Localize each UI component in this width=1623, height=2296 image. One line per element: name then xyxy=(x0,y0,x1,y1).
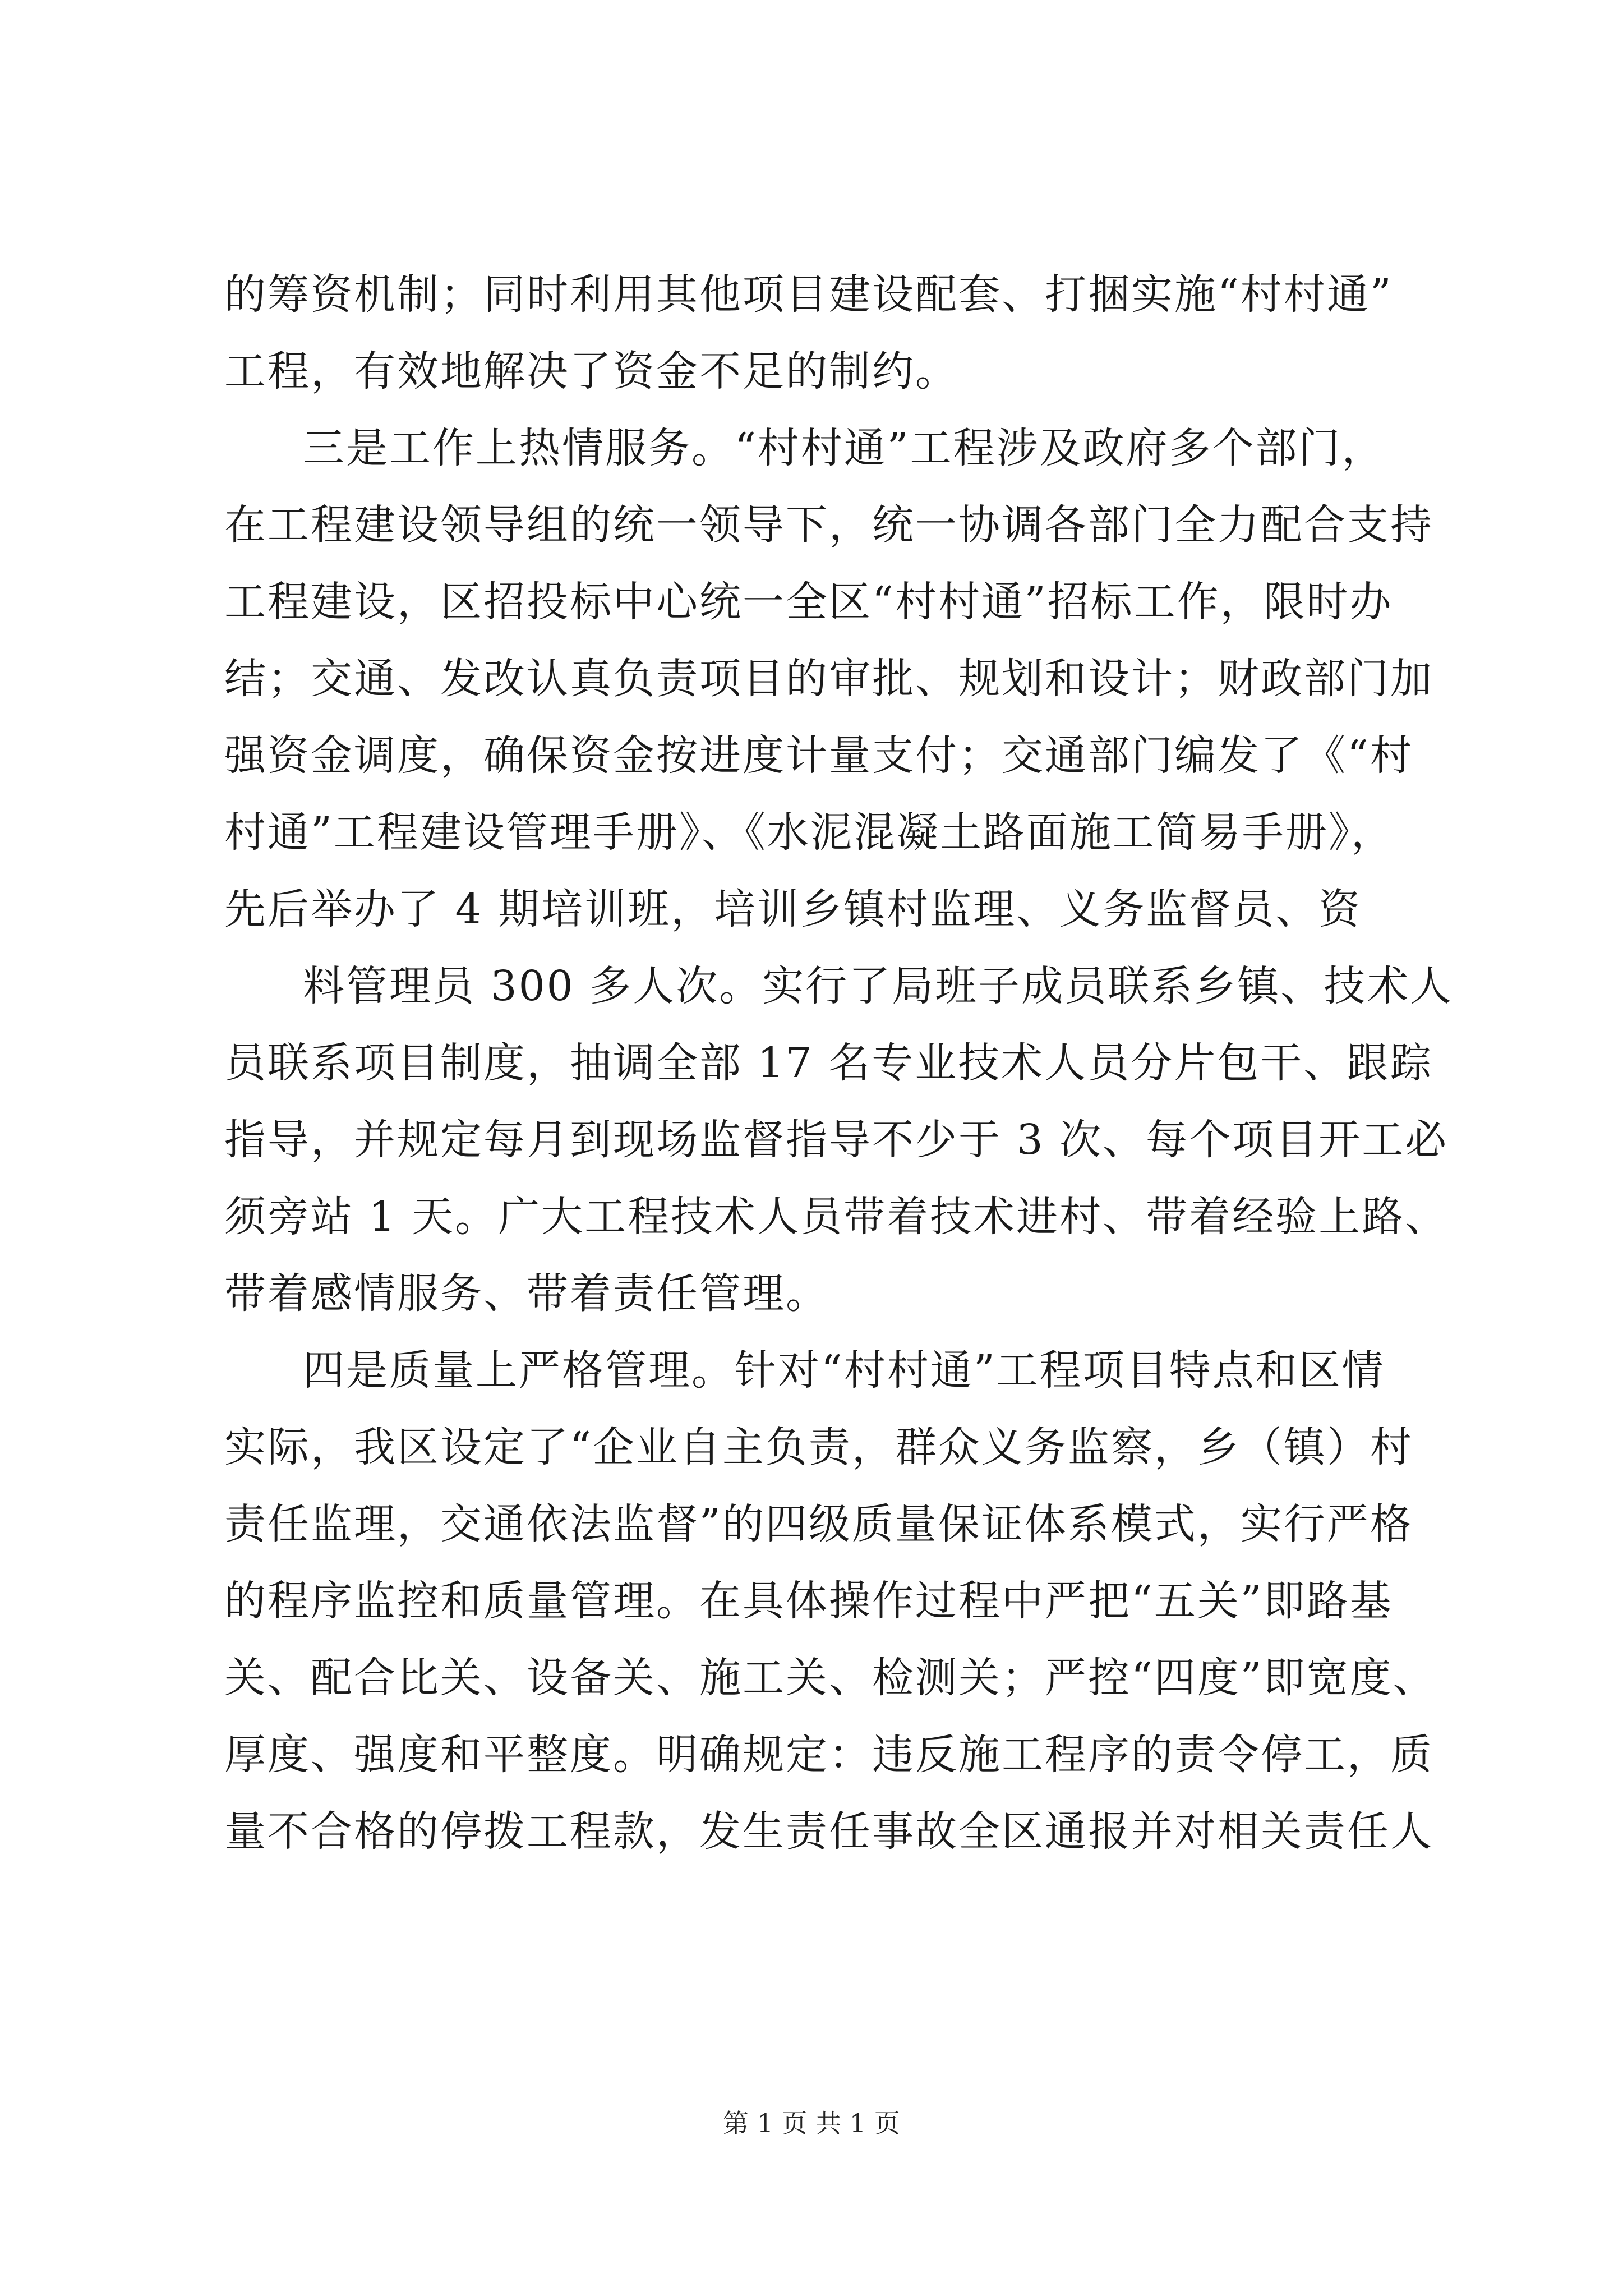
paragraph-first-line: 三是工作上热情服务。“村村通”工程涉及政府多个部门， xyxy=(303,424,1385,472)
text-line: 先后举办了 4 期培训班，培训乡镇村监理、义务监督员、资 xyxy=(224,885,1362,933)
text-line: 带着感情服务、带着责任管理。 xyxy=(224,1269,829,1318)
text-line: 须旁站 1 天。广大工程技术人员带着技术进村、带着经验上路、 xyxy=(224,1193,1449,1241)
text-line: 的程序监控和质量管理。在具体操作过程中严把“五关”即路基 xyxy=(224,1577,1393,1625)
text-line: 村通”工程建设管理手册》、《水泥混凝土路面施工简易手册》， xyxy=(224,808,1394,857)
text-line: 的筹资机制；同时利用其他项目建设配套、打捆实施“村村通” xyxy=(224,270,1393,319)
text-line: 厚度、强度和平整度。明确规定：违反施工程序的责令停工，质 xyxy=(224,1731,1433,1779)
text-line: 实际，我区设定了“企业自主负责，群众义务监察，乡（镇）村 xyxy=(224,1423,1413,1471)
text-line: 量不合格的停拨工程款，发生责任事故全区通报并对相关责任人 xyxy=(224,1807,1433,1856)
text-line: 强资金调度，确保资金按进度计量支付；交通部门编发了《“村 xyxy=(224,731,1413,780)
text-line: 关、配合比关、设备关、施工关、检测关；严控“四度”即宽度、 xyxy=(224,1654,1436,1702)
text-line: 在工程建设领导组的统一领导下，统一协调各部门全力配合支持 xyxy=(224,501,1433,549)
paragraph-first-line: 四是质量上严格管理。针对“村村通”工程项目特点和区情 xyxy=(303,1346,1385,1395)
paragraph-first-line: 料管理员 300 多人次。实行了局班子成员联系乡镇、技术人 xyxy=(303,962,1454,1010)
text-line: 结；交通、发改认真负责项目的审批、规划和设计；财政部门加 xyxy=(224,655,1433,703)
text-line: 责任监理，交通依法监督”的四级质量保证体系模式，实行严格 xyxy=(224,1500,1413,1548)
text-line: 工程建设，区招投标中心统一全区“村村通”招标工作，限时办 xyxy=(224,578,1393,626)
text-line: 员联系项目制度，抽调全部 17 名专业技术人员分片包干、跟踪 xyxy=(224,1039,1433,1087)
page-footer: 第 1 页 共 1 页 xyxy=(723,2108,900,2138)
text-line: 指导，并规定每月到现场监督指导不少于 3 次、每个项目开工必 xyxy=(224,1116,1449,1164)
text-line: 工程，有效地解决了资金不足的制约。 xyxy=(224,347,958,395)
